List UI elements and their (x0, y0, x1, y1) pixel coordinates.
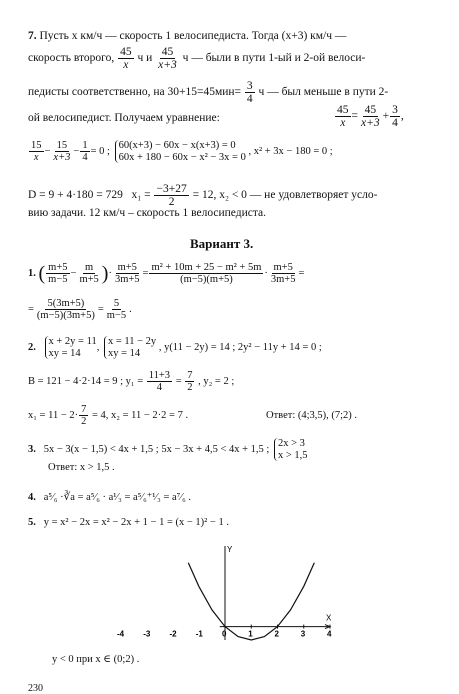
x-tick-label: 0 (222, 629, 227, 639)
p2-l2-frac2-den: 2 (187, 382, 193, 394)
p1-close-paren: ) (101, 262, 109, 285)
p7-frac-c (245, 80, 255, 105)
p7-eq-frac3-num: 3 (392, 104, 398, 116)
p2-l3-a: x₁ = 11 − 2· (28, 409, 79, 421)
y-axis-label: Y (227, 545, 233, 554)
p3-sys-a: 2x > 3 (277, 438, 305, 449)
p2-system1 (45, 336, 97, 359)
p3-sys-b: x > 1,5 (277, 449, 308, 461)
graph-axes (220, 545, 332, 640)
p7-line4-text: ой велосипедист. Получаем уравнение: (28, 112, 220, 124)
p7-line3-b: ч — был меньше в пути 2- (258, 86, 389, 99)
p7-l5-f3 (80, 140, 89, 163)
p1-f7 (105, 298, 128, 321)
p7-frac-c-num: 3 (246, 80, 253, 92)
p2-l2-frac (147, 370, 172, 393)
p7-l5-f1 (29, 140, 44, 163)
p1-f1 (46, 262, 69, 285)
p7-line1-text: Пусть x км/ч — скорость 1 велосипедиста. Тогда (x+3) км/ч — (39, 30, 347, 42)
p7-equation: $\frac{45}{x}$ = $\frac{45}{x+3}$ + $\frac{3}{4}$ , (337, 104, 404, 130)
p1-open-paren: ( (38, 262, 46, 285)
p1-f1-den: m−5 (48, 274, 68, 286)
x-tick-label: 2 (274, 629, 279, 639)
p7-l6-b: = 12, x₂ < 0 — не удовлетворяет усло- (192, 189, 378, 202)
p1-f5-num: m+5 (273, 262, 293, 273)
p7-line5: $\frac{15}{x}$ − $\frac{15}{x+3}$ − $\frac{1}{4}$ = 0 ; 60(x+3) − 60x − x(x+3) = 0 60x + 180 − 60x − x² − 3x = 0 , x² + 3x − 180 = 0 ; (31, 140, 333, 164)
p7-eq-frac3 (390, 104, 400, 129)
p2-l2-frac2 (185, 370, 194, 393)
p1-number: 1. (28, 267, 36, 279)
x-tick-label: -1 (195, 629, 203, 639)
p7-frac-a-num: 45 (120, 46, 132, 58)
p2-sys1-b: xy = 14 (48, 347, 81, 359)
p2-l2-c: , y₂ = 2 ; (198, 375, 235, 387)
p7-line4 (28, 112, 220, 125)
p1-f3-num: m+5 (117, 262, 137, 273)
p7-line2 (28, 46, 365, 71)
variant-title: Вариант 3. (190, 236, 254, 251)
p7-l5-end: , x² + 3x − 180 = 0 ; (248, 145, 333, 157)
p5-text: y = x² − 2x = x² − 2x + 1 − 1 = (x − 1)² − 1 . (43, 517, 229, 528)
p7-l5-f1-den: x (33, 152, 39, 164)
p4-line (28, 492, 191, 504)
p7-l5-f2-den: x+3 (53, 152, 71, 164)
p7-l6-x1: x₁ = (131, 189, 151, 202)
p7-eq-frac1-den: x (340, 117, 346, 130)
x-tick-label: 3 (300, 629, 306, 639)
x-tick-label: -3 (143, 629, 151, 639)
p1-f6 (35, 298, 97, 321)
p7-frac-b-den: x+3 (158, 59, 177, 72)
p7-line1 (28, 30, 346, 43)
p2-l3-frac-num: 7 (81, 404, 87, 415)
p7-sys-line1: 60(x+3) − 60x − x(x+3) = 0 (118, 140, 236, 151)
p3-system (274, 438, 308, 461)
p5-line (28, 517, 229, 529)
page-number: 230 (28, 683, 43, 694)
p3-number: 3. (28, 443, 36, 455)
p1-line2: = $\frac{5(3m+5)}{(m-5)(3m+5)}$ = $\frac{5}{m-5}$ . (28, 298, 132, 322)
p7-frac-a-den: x (123, 59, 129, 72)
p2-sys1-a: x + 2y = 11 (48, 336, 97, 347)
p7-frac-b (156, 46, 179, 71)
p7-frac-c-den: 4 (246, 93, 253, 106)
p1-f1-num: m+5 (48, 262, 68, 273)
p2-l2-frac-den: 4 (156, 382, 163, 394)
x-axis-label: X (326, 613, 332, 623)
p7-l5-f3-num: 1 (82, 140, 88, 152)
p2-l2-b: = (175, 375, 182, 387)
p2-l2-frac-num: 11+3 (148, 370, 171, 381)
p4-text: a⁵⁄₆ ·∛a = a⁵⁄₆ · a¹⁄₃ = a⁵⁄₆⁺¹⁄₃ = a⁷⁄₆ . (43, 492, 192, 503)
p1-f2-den: m+5 (79, 274, 99, 286)
p2-system2 (104, 336, 156, 359)
p1-f6-den: (m−5)(3m+5) (36, 310, 95, 322)
p7-eq-frac2 (359, 104, 382, 129)
p4-number: 4. (28, 492, 36, 503)
p7-line3-a: педисты соответственно, на 30+15=45мин= (28, 86, 242, 99)
p7-frac-b-num: 45 (161, 46, 174, 58)
p5-conclusion: y < 0 при x ∈ (0;2) . (52, 654, 140, 665)
p7-eq-frac2-num: 45 (364, 104, 377, 116)
p7-eq-frac3-den: 4 (392, 117, 398, 130)
p1-f5 (269, 262, 298, 285)
p5-number: 5. (28, 517, 36, 528)
p2-answer: Ответ: (4;3,5), (7;2) . (266, 410, 358, 421)
p7-eq-frac2-den: x+3 (361, 117, 380, 130)
p1-line1: 1. ( $\frac{m+5}{m-5}$ − $\frac{m}{m+5}$ )· $\frac{m+5}{3m+5}$ = $\frac{\text{m² + 10m + 25 − m² + 5m}}{(m-5)(m+5)}$ · $\frac{m+5}{3m+5}$ = (28, 262, 305, 286)
p2-l3-b: = 4, x₂ = 11 − 2·2 = 7 . (92, 409, 189, 421)
p7-line6 (28, 183, 377, 208)
p2-tail: , y(11 − 2y) = 14 ; 2y² − 11y + 14 = 0 ; (158, 341, 322, 353)
p1-f4-num: m² + 10m + 25 − m² + 5m (151, 262, 262, 273)
p7-number: 7. (28, 30, 37, 42)
p1-f4 (149, 262, 263, 285)
p1-f3-den: 3m+5 (114, 274, 140, 286)
p7-line3 (28, 80, 388, 105)
p7-l5-f2 (51, 140, 72, 163)
p7-line2-b: ч и (137, 52, 153, 65)
p2-line2 (28, 370, 234, 393)
x-tick-label: -2 (169, 629, 177, 639)
p1-f2 (77, 262, 100, 285)
p2-l3-frac (79, 404, 88, 427)
p7-sys-line2: 60x + 180 − 60x − x² − 3x = 0 (118, 151, 246, 163)
p2-line3 (28, 404, 188, 427)
p1-f7-num: 5 (113, 298, 120, 309)
p7-line7: вию задачи. 12 км/ч – скорость 1 велосипедиста. (28, 207, 266, 219)
parabola-graph (100, 540, 350, 650)
p2-number: 2. (28, 341, 36, 353)
p7-line2-c: ч — были в пути 1-ый и 2-ой велоси- (182, 52, 366, 65)
p3-answer: Ответ: x > 1,5 . (48, 462, 115, 473)
x-tick-label: -4 (117, 629, 125, 639)
p7-system (115, 140, 246, 163)
p7-l6-frac-den: 2 (168, 196, 175, 209)
p2-l2-a: B = 121 − 4·2·14 = 9 ; y₁ = (28, 375, 144, 387)
p2-l2-frac2-num: 7 (187, 370, 193, 381)
p1-f6-num: 5(3m+5) (47, 298, 85, 309)
p7-line2-a: скорость второго, (28, 52, 115, 65)
p7-l6-frac-num: −3+27 (156, 183, 187, 195)
p1-f3 (113, 262, 142, 285)
p7-frac-a (118, 46, 134, 71)
p2-line1: 2. x + 2y = 11 xy = 14 , x = 11 − 2y xy = 14 , y(11 − 2y) = 14 ; 2y² − 11y + 14 = 0 ; (28, 336, 322, 359)
p7-l5-f1-num: 15 (31, 140, 42, 152)
x-tick-label: 4 (327, 629, 332, 639)
p7-eq-frac1-num: 45 (337, 104, 349, 116)
p7-l5-f3-den: 4 (82, 152, 88, 164)
p1-f5-den: 3m+5 (270, 274, 296, 286)
p7-l6-a: D = 9 + 4·180 = 729 (28, 189, 123, 202)
p1-f4-den: (m−5)(m+5) (180, 274, 233, 286)
p2-sys2-a: x = 11 − 2y (107, 336, 157, 347)
p2-l3-frac-den: 2 (81, 416, 87, 428)
p1-f7-den: m−5 (106, 310, 127, 322)
p7-eq-frac1 (335, 104, 351, 129)
p1-f2-num: m (85, 262, 94, 273)
p3-text: 5x − 3(x − 1,5) < 4x + 1,5 ; 5x − 3x + 4,5 < 4x + 1,5 ; (43, 443, 270, 455)
x-tick-label: 1 (248, 629, 253, 639)
p7-l6-frac (154, 183, 188, 208)
p3-line1 (28, 438, 308, 461)
p2-sys2-b: xy = 14 (107, 347, 141, 359)
p7-l5-f2-num: 15 (56, 140, 68, 152)
